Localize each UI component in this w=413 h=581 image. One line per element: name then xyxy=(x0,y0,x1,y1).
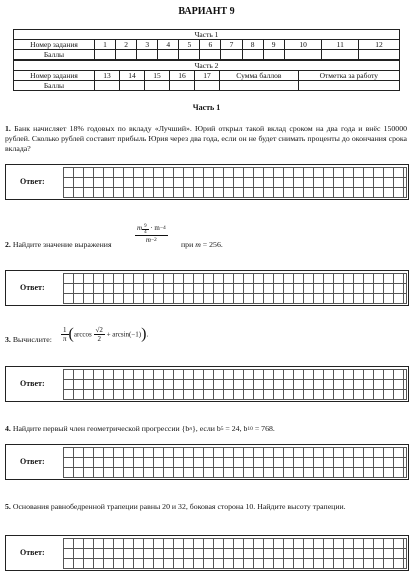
mark-cell[interactable] xyxy=(298,81,399,91)
points-cell[interactable] xyxy=(242,50,263,60)
points-label: Баллы xyxy=(14,50,95,60)
answer-label: Ответ: xyxy=(20,177,45,186)
task-cell: 9 xyxy=(263,40,284,50)
question-3 xyxy=(5,326,407,354)
answer-label: Ответ: xyxy=(20,379,45,388)
points-cell[interactable] xyxy=(359,50,400,60)
task-cell: 10 xyxy=(284,40,322,50)
answer-label: Ответ: xyxy=(20,283,45,292)
page-title: ВАРИАНТ 9 xyxy=(178,6,235,17)
task-cell: 7 xyxy=(221,40,242,50)
task-cell: 12 xyxy=(359,40,400,50)
task-cell: 6 xyxy=(200,40,221,50)
mark-label: Отметка за работу xyxy=(298,71,399,81)
expression-fraction: m $\frac{9}{4}$ · $m^{-4}$ $m^{-2}$ xyxy=(137,224,166,244)
question-text: Основания равнобедренной трапеции равны 20 и 32, боковая сторона 10. Найдите высоту трапеции. xyxy=(12,502,346,511)
points-cell[interactable] xyxy=(322,50,359,60)
task-cell: 5 xyxy=(179,40,200,50)
question-text: Найдите значение выражения xyxy=(12,240,112,249)
question-number: 3. xyxy=(5,335,11,344)
score-table-part2 xyxy=(13,60,400,91)
sum-cell[interactable] xyxy=(220,81,299,91)
task-cell: 3 xyxy=(137,40,158,50)
points-cell[interactable] xyxy=(116,50,137,60)
points-cell[interactable] xyxy=(145,81,170,91)
points-cell[interactable] xyxy=(137,50,158,60)
question-number: 4. xyxy=(5,424,11,433)
answer-label: Ответ: xyxy=(20,457,45,466)
task-number-label: Номер задания xyxy=(14,71,95,81)
question-text: Банк начисляет 18% годовых по вкладу «Лучший». Юрий открыл такой вклад сроком на два года и внёс 150000 рублей. Сколько рублей составит прибыль Юрия через два года, если он не будет снимать проценты до окончания срока вклада? xyxy=(5,124,407,153)
section-title: Часть 1 xyxy=(192,103,221,112)
question-number: 1. xyxy=(5,124,11,133)
points-cell[interactable] xyxy=(263,50,284,60)
answer-box-1[interactable] xyxy=(5,164,409,200)
task-cell: 2 xyxy=(116,40,137,50)
task-cell: 17 xyxy=(195,71,220,81)
answer-grid[interactable] xyxy=(63,447,407,478)
task-cell: 15 xyxy=(145,71,170,81)
task-cell: 1 xyxy=(95,40,116,50)
answer-grid[interactable] xyxy=(63,369,407,400)
score-table-part1 xyxy=(13,29,400,60)
expression: $\frac{1}{\pi}$ (arccos $\frac{√2}{2}$ + arcsin(−1)). xyxy=(63,325,149,343)
question-number: 5. xyxy=(5,502,11,511)
answer-box-2[interactable] xyxy=(5,270,409,306)
question-1 xyxy=(5,124,407,154)
question-text: Вычислите: xyxy=(12,335,52,344)
task-cell: 14 xyxy=(120,71,145,81)
question-number: 2. xyxy=(5,240,11,249)
part2-header: Часть 2 xyxy=(14,61,400,71)
answer-box-5[interactable] xyxy=(5,535,409,571)
task-cell: 4 xyxy=(158,40,179,50)
answer-label: Ответ: xyxy=(20,548,45,557)
task-number-label: Номер задания xyxy=(14,40,95,50)
task-cell: 13 xyxy=(95,71,120,81)
points-cell[interactable] xyxy=(200,50,221,60)
answer-grid[interactable] xyxy=(63,167,407,198)
points-cell[interactable] xyxy=(221,50,242,60)
answer-box-3[interactable] xyxy=(5,366,409,402)
points-cell[interactable] xyxy=(195,81,220,91)
task-cell: 8 xyxy=(242,40,263,50)
points-cell[interactable] xyxy=(179,50,200,60)
task-cell: 11 xyxy=(322,40,359,50)
question-4: 4. Найдите первый член геометрической прогрессии {bn}, если b5 = 24, b10 = 768. xyxy=(5,424,275,433)
question-5 xyxy=(5,502,407,512)
answer-grid[interactable] xyxy=(63,273,407,304)
points-label: Баллы xyxy=(14,81,95,91)
answer-box-4[interactable] xyxy=(5,444,409,480)
points-cell[interactable] xyxy=(158,50,179,60)
points-cell[interactable] xyxy=(284,50,322,60)
sum-label: Сумма баллов xyxy=(220,71,299,81)
points-cell[interactable] xyxy=(95,50,116,60)
answer-grid[interactable] xyxy=(63,538,407,569)
points-cell[interactable] xyxy=(170,81,195,91)
points-cell[interactable] xyxy=(95,81,120,91)
task-cell: 16 xyxy=(170,71,195,81)
question-2: 2. Найдите значение выражения m $\frac{9}{4}$ · $m^{-4}$ $m^{-2}$ при m = 256. xyxy=(5,224,223,249)
part1-header: Часть 1 xyxy=(14,30,400,40)
points-cell[interactable] xyxy=(120,81,145,91)
